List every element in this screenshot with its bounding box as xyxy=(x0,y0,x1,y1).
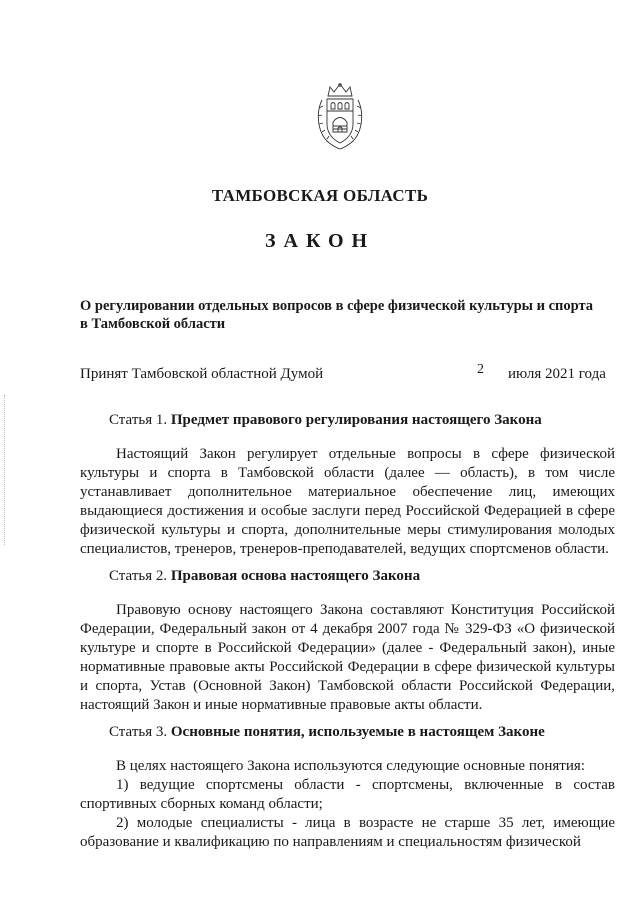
coat-of-arms-emblem xyxy=(314,82,366,152)
article-3-title: Основные понятия, используемые в настоящем Законе xyxy=(170,724,545,740)
article-3-prefix: Статья 3. xyxy=(109,724,171,740)
article-1-title: Предмет правового регулирования настоящего Закона xyxy=(170,412,542,428)
article-2-paragraph: Правовую основу настоящего Закона составляют Конституция Российской Федерации, Федеральный закон от 4 декабря 2007 года № 329-ФЗ «О физической культуре и спорте в Российской Федерации» (далее - Федеральный закон), иные нормативные правовые акты Российской Федерации в сфере физической культуры и спорта, Устав (Основной Закон) Тамбовской области Российской Федерации, настоящий Закон и иные нормативные правовые акты области. xyxy=(80,602,615,713)
region-title: ТАМБОВСКАЯ ОБЛАСТЬ xyxy=(211,186,429,205)
article-2-heading xyxy=(109,568,420,585)
scan-edge-marks xyxy=(4,395,7,545)
adoption-day: 2 xyxy=(477,362,484,377)
law-title xyxy=(80,297,620,333)
adoption-date: июля 2021 года xyxy=(508,366,606,382)
article-3-paragraph-1: В целях настоящего Закона используются следующие основные понятия: xyxy=(116,758,585,774)
article-2-title: Правовая основа настоящего Закона xyxy=(170,568,421,584)
law-title-line-1: О регулировании отдельных вопросов в сфере физической культуры и спорта xyxy=(80,298,594,314)
adoption-text: Принят Тамбовской областной Думой xyxy=(80,366,324,382)
article-2-prefix: Статья 2. xyxy=(109,568,171,584)
article-1-heading xyxy=(109,412,542,429)
law-title-line-2: в Тамбовской области xyxy=(80,316,226,332)
article-3-heading xyxy=(109,724,545,741)
article-1-prefix: Статья 1. xyxy=(109,412,171,428)
article-1-paragraph: Настоящий Закон регулирует отдельные вопросы в сфере физической культуры и спорта в Тамбовской области (далее — область), в том числе устанавливает дополнительное материальное обеспечение лиц, имеющих выдающиеся достижения и особые заслуги перед Российской Федерацией в сфере физической культуры и спорта, дополнительные меры стимулирования молодых специалистов, тренеров, тренеров-преподавателей, ведущих спортсменов области. xyxy=(80,446,615,557)
article-3-paragraph-2: 1) ведущие спортсмены области - спортсмены, включенные в состав спортивных сборных команд области; xyxy=(80,777,615,812)
document-type: ЗАКОН xyxy=(264,230,376,252)
article-3-paragraph-3: 2) молодые специалисты - лица в возрасте не старше 35 лет, имеющие образование и квалификацию по направлениям и специальностям физической xyxy=(80,815,615,850)
